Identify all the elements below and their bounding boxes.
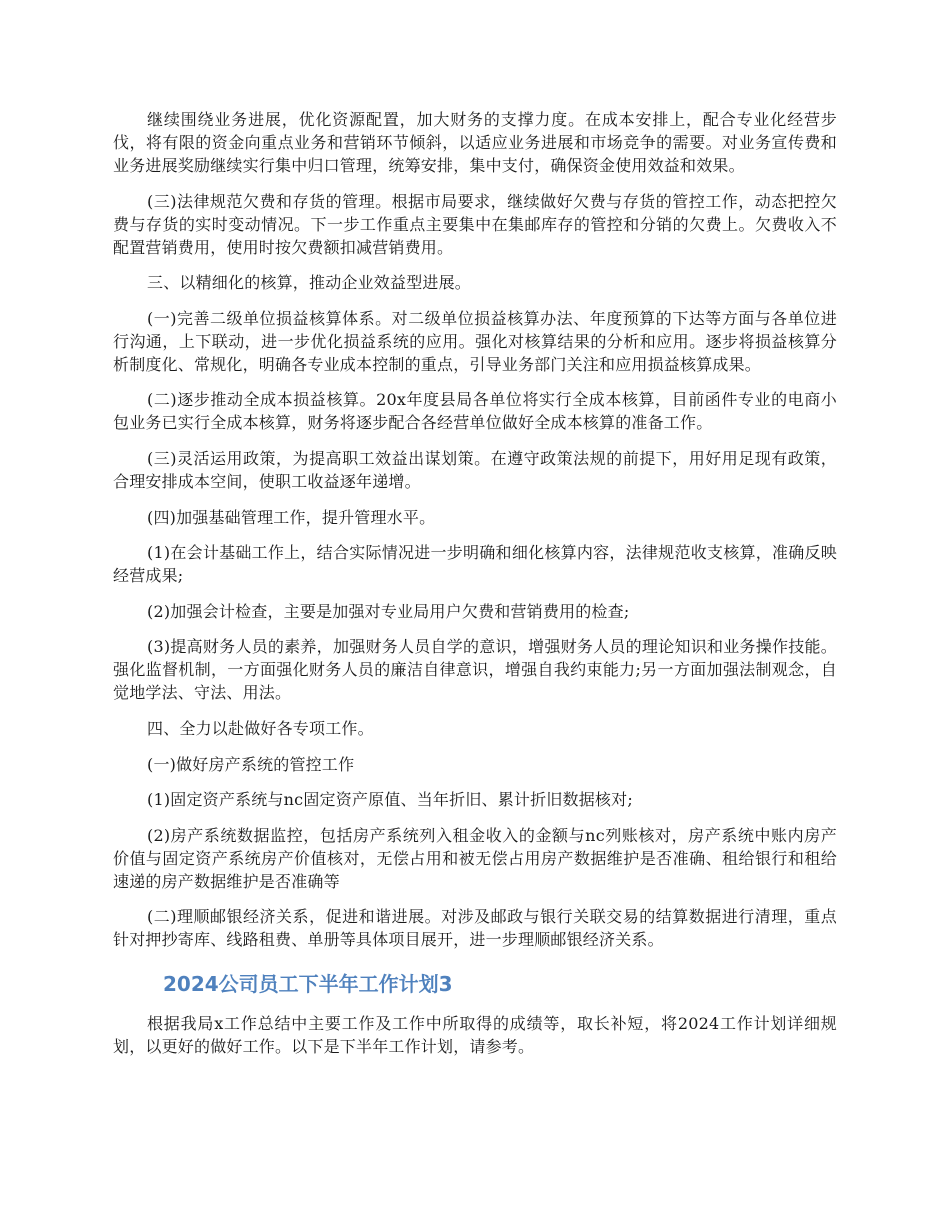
paragraph: (二)理顺邮银经济关系，促进和谐进展。对涉及邮政与银行关联交易的结算数据进行清理，重点针对押抄寄库、线路租费、单册等具体项目展开，进一步理顺邮银经济关系。 <box>113 907 837 950</box>
paragraph: (3)提高财务人员的素养，加强财务人员自学的意识，增强财务人员的理论知识和业务操作技能。强化监督机制，一方面强化财务人员的廉洁自律意识，增强自我约束能力;另一方面加强法制观念，自觉地学法、守法、用法。 <box>113 637 837 703</box>
paragraph: 四、全力以赴做好各专项工作。 <box>147 718 374 738</box>
paragraph: (一)做好房产系统的管控工作 <box>147 754 355 774</box>
paragraph: 根据我局x工作总结中主要工作及工作中所取得的成绩等，取长补短，将2024工作计划详细规划，以更好的做好工作。以下是下半年工作计划，请参考。 <box>113 1014 837 1057</box>
paragraph: (1)固定资产系统与nc固定资产原值、当年折旧、累计折旧数据核对; <box>147 790 633 810</box>
paragraph: (2)房产系统数据监控，包括房产系统列入租金收入的金额与nc列账核对，房产系统中账内房产价值与固定资产系统房产价值核对，无偿占用和被无偿占用房产数据维护是否准确、租给银行和租给速递的房产数据维护是否准确等 <box>113 825 837 891</box>
document-body <box>113 108 837 1071</box>
paragraph: (三)法律规范欠费和存货的管理。根据市局要求，继续做好欠费与存货的管控工作，动态把控欠费与存货的实时变动情况。下一步工作重点主要集中在集邮库存的管控和分销的欠费上。欠费收入不配置营销费用，使用时按欠费额扣减营销费用。 <box>113 191 837 257</box>
paragraph: (三)灵活运用政策，为提高职工效益出谋划策。在遵守政策法规的前提下，用好用足现有政策，合理安排成本空间，使职工收益逐年递增。 <box>113 448 837 491</box>
paragraph: (一)完善二级单位损益核算体系。对二级单位损益核算办法、年度预算的下达等方面与各单位进行沟通，上下联动，进一步优化损益系统的应用。强化对核算结果的分析和应用。逐步将损益核算分析制度化、常规化，明确各专业成本控制的重点，引导业务部门关注和应用损益核算成果。 <box>113 308 837 374</box>
paragraph: (四)加强基础管理工作，提升管理水平。 <box>147 507 436 527</box>
paragraph: 继续围绕业务进展，优化资源配置，加大财务的支撑力度。在成本安排上，配合专业化经营步伐，将有限的资金向重点业务和营销环节倾斜，以适应业务进展和市场竞争的需要。对业务宣传费和业务进展奖励继续实行集中归口管理，统筹安排，集中支付，确保资金使用效益和效果。 <box>113 110 837 175</box>
paragraph: 三、以精细化的核算，推动企业效益型进展。 <box>147 273 472 293</box>
paragraph: (2)加强会计检查，主要是加强对专业局用户欠费和营销费用的检查; <box>147 601 630 621</box>
paragraph: (1)在会计基础工作上，结合实际情况进一步明确和细化核算内容，法律规范收支核算，准确反映经营成果; <box>113 543 837 586</box>
paragraph: (二)逐步推动全成本损益核算。20x年度县局各单位将实行全成本核算，目前函件专业的电商小包业务已实行全成本核算，财务将逐步配合各经营单位做好全成本核算的准备工作。 <box>113 390 837 433</box>
section-heading: 2024公司员工下半年工作计划3 <box>163 972 453 997</box>
